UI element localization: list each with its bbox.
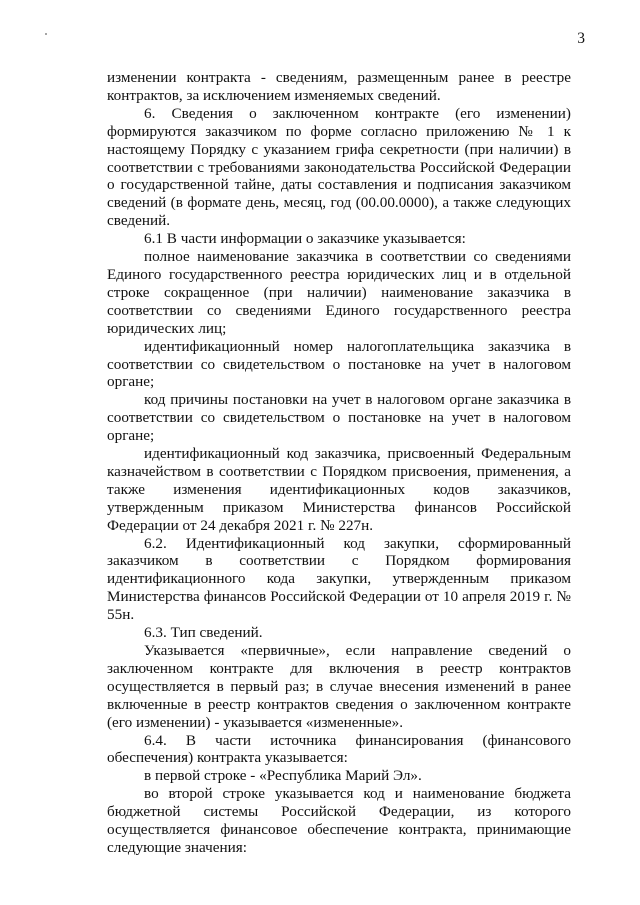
- paragraph: идентификационный номер налогоплательщика заказчика в соответствии со свидетельством о постановке на учет в налоговом органе;: [107, 337, 571, 391]
- paragraph: 6. Сведения о заключенном контракте (его изменении) формируются заказчиком по форме согласно приложению № 1 к настоящему Порядку с указанием грифа секретности (при наличии) в соответствии с требованиями законодательства Российской Федерации о государственной тайне, даты составления и подписания заказчиком сведений (в формате день, месяц, год (00.00.0000), а также следующих сведений.: [107, 104, 571, 230]
- document-body: [107, 69, 571, 857]
- scan-speck: [45, 33, 47, 35]
- paragraph: 6.3. Тип сведений.: [144, 624, 263, 642]
- page-number: 3: [577, 30, 585, 47]
- paragraph: код причины постановки на учет в налоговом органе заказчика в соответствии со свидетельством о постановке на учет в налоговом органе;: [107, 391, 571, 445]
- paragraph: в первой строке - «Республика Марий Эл».: [144, 767, 422, 785]
- paragraph: изменении контракта - сведениям, размещенным ранее в реестре контрактов, за исключением изменяемых сведений.: [107, 69, 571, 104]
- paragraph: полное наименование заказчика в соответствии со сведениями Единого государственного реестра юридических лиц и в отдельной строке сокращенное (при наличии) наименование заказчика в соответствии со сведениями Единого государственного реестра юридических лиц;: [107, 248, 571, 337]
- paragraph: 6.2. Идентификационный код закупки, сформированный заказчиком в соответствии с Порядком формирования идентификационного кода закупки, утвержденным приказом Министерства финансов Российской Федерации от 10 апреля 2019 г. № 55н.: [107, 534, 571, 624]
- paragraph: 6.1 В части информации о заказчике указывается:: [144, 230, 466, 248]
- paragraph: Указывается «первичные», если направление сведений о заключенном контракте для включения в реестр контрактов осуществляется в первый раз; в случае внесения изменений в ранее включенные в реестр контрактов сведения о заключенном контракте (его изменении) - указывается «измененные».: [107, 642, 571, 731]
- paragraph: во второй строке указывается код и наименование бюджета бюджетной системы Российской Федерации, из которого осуществляется финансовое обеспечение контракта, принимающие следующие значения:: [107, 785, 571, 856]
- paragraph: идентификационный код заказчика, присвоенный Федеральным казначейством в соответствии с Порядком присвоения, применения, а также изменения идентификационных кодов заказчиков, утвержденным приказом Министерства финансов Российской Федерации от 24 декабря 2021 г. № 227н.: [107, 445, 571, 534]
- paragraph: 6.4. В части источника финансирования (финансового обеспечения) контракта указывается:: [107, 731, 571, 767]
